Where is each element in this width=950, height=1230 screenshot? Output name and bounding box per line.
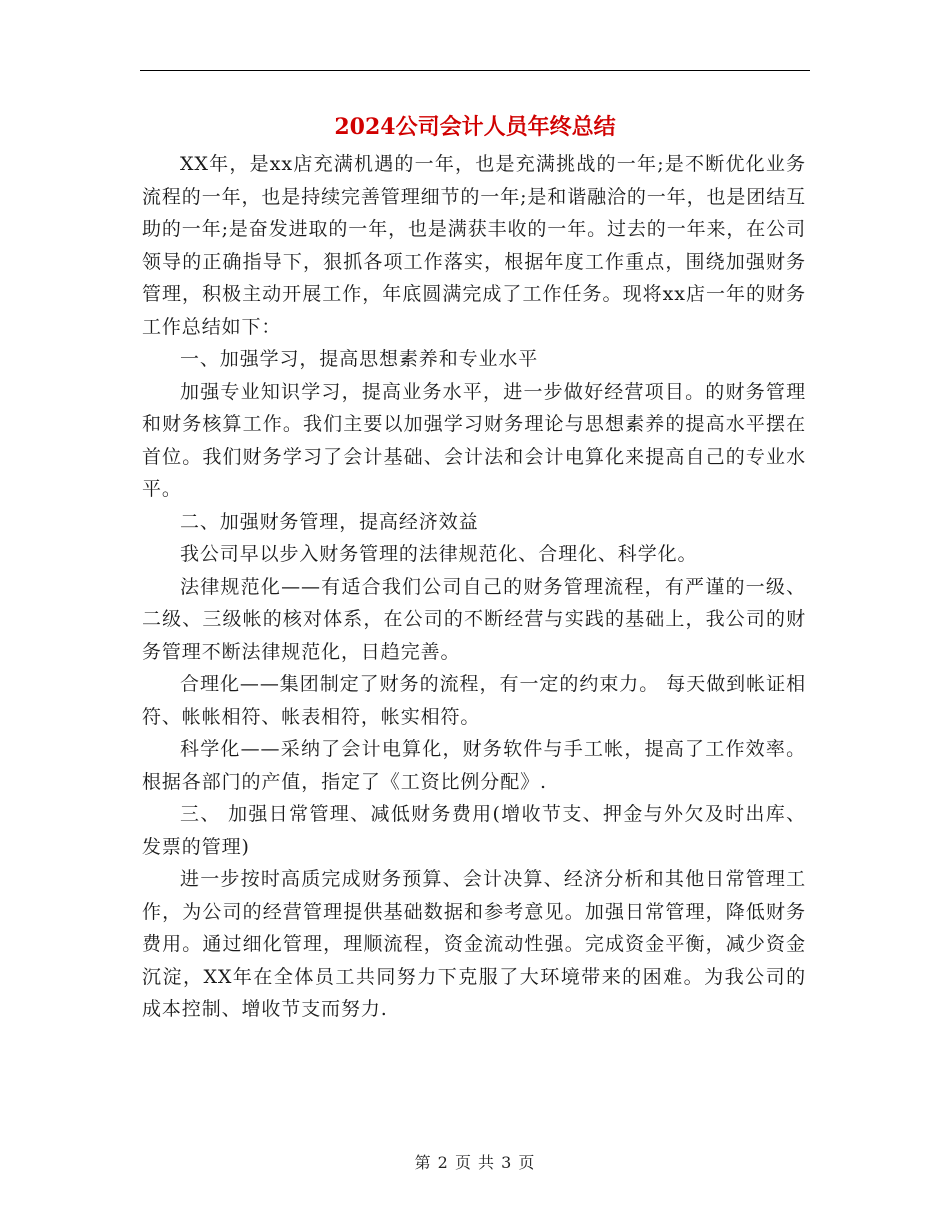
paragraph-scientific: 科学化——采纳了会计电算化，财务软件与手工帐，提高了工作效率。根据各部门的产值，指定了《工资比例分配》. bbox=[142, 738, 806, 793]
paragraph-study: 加强专业知识学习，提高业务水平，进一步做好经营项目。的财务管理和财务核算工作。我们主要以加强学习财务理论与思想素养的提高水平摆在首位。我们财务学习了会计基础、会计法和会计电算化来提高自己的专业水平。 bbox=[142, 380, 806, 500]
document-body bbox=[142, 148, 806, 1026]
section-heading-3: 三、 加强日常管理、减低财务费用(增收节支、押金与外欠及时出库、发票的管理) bbox=[142, 803, 806, 858]
section-heading-1: 一、加强学习，提高思想素养和专业水平 bbox=[180, 348, 539, 370]
paragraph-daily-management: 进一步按时高质完成财务预算、会计决算、经济分析和其他日常管理工作，为公司的经营管理提供基础数据和参考意见。加强日常管理，降低财务费用。通过细化管理，理顺流程，资金流动性强。完成资金平衡，减少资金沉淀，XX年在全体员工共同努力下克服了大环境带来的困难。为我公司的成本控制、增收节支而努力. bbox=[142, 868, 806, 1020]
header-rule bbox=[140, 70, 810, 71]
section-heading-2: 二、加强财务管理，提高经济效益 bbox=[180, 510, 479, 533]
page-number: 第 2 页 共 3 页 bbox=[414, 1153, 536, 1172]
paragraph-legal-standardization: 法律规范化——有适合我们公司自己的财务管理流程，有严谨的一级、二级、三级帐的核对体系，在公司的不断经营与实践的基础上，我公司的财务管理不断法律规范化，日趋完善。 bbox=[142, 575, 806, 663]
document-title: 2024公司会计人员年终总结 bbox=[334, 114, 616, 140]
paragraph-intro: XX年，是xx店充满机遇的一年，也是充满挑战的一年;是不断优化业务流程的一年，也是持续完善管理细节的一年;是和谐融洽的一年，也是团结互助的一年;是奋发进取的一年，也是满获丰收的一年。过去的一年来，在公司领导的正确指导下，狠抓各项工作落实，根据年度工作重点，围绕加强财务管理，积极主动开展工作，年底圆满完成了工作任务。现将xx店一年的财务工作总结如下： bbox=[142, 153, 807, 338]
paragraph-management-summary: 我公司早以步入财务管理的法律规范化、合理化、科学化。 bbox=[180, 543, 698, 565]
paragraph-rationalization: 合理化——集团制定了财务的流程，有一定的约束力。 每天做到帐证相符、帐帐相符、帐表相符，帐实相符。 bbox=[142, 673, 806, 728]
